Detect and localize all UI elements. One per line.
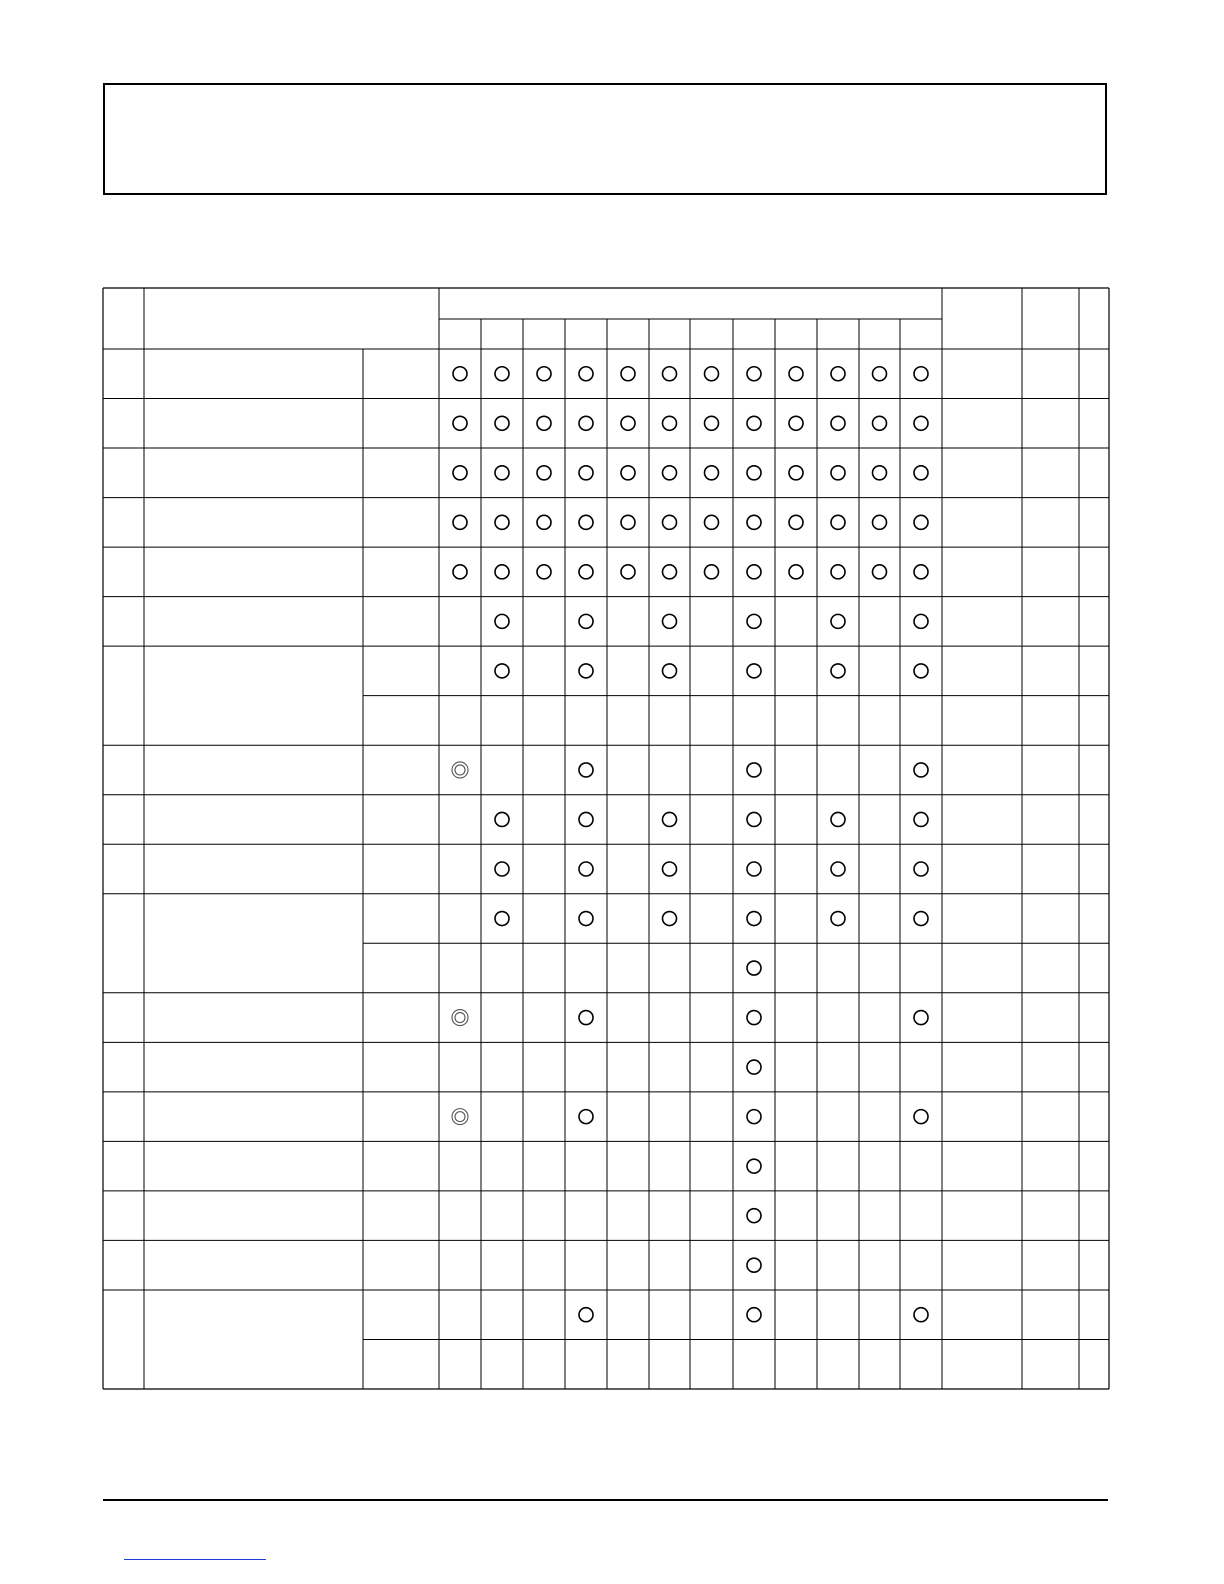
circle-icon (579, 1110, 593, 1124)
circle-icon (579, 565, 593, 579)
circle-icon (579, 912, 593, 926)
circle-icon (453, 416, 467, 430)
circle-icon (747, 367, 761, 381)
circle-icon (663, 367, 677, 381)
circle-icon (495, 614, 509, 628)
circle-icon (705, 416, 719, 430)
circle-icon (914, 1011, 928, 1025)
circle-icon (914, 367, 928, 381)
circle-icon (873, 367, 887, 381)
circle-icon (663, 466, 677, 480)
footer-link[interactable] (124, 1559, 266, 1560)
circle-icon (747, 1060, 761, 1074)
double-circle-icon (452, 762, 468, 778)
circle-icon (579, 466, 593, 480)
footer-rule (103, 1499, 1108, 1501)
circle-icon (579, 812, 593, 826)
circle-icon (663, 812, 677, 826)
circle-icon (747, 416, 761, 430)
circle-icon (873, 565, 887, 579)
circle-icon (747, 1258, 761, 1272)
circle-icon (579, 1308, 593, 1322)
circle-icon (831, 515, 845, 529)
circle-icon (789, 416, 803, 430)
circle-icon (495, 416, 509, 430)
circle-icon (537, 466, 551, 480)
circle-icon (747, 515, 761, 529)
circle-icon (495, 515, 509, 529)
circle-icon (747, 565, 761, 579)
circle-icon (914, 466, 928, 480)
circle-icon (914, 515, 928, 529)
circle-icon (495, 664, 509, 678)
circle-icon (495, 565, 509, 579)
circle-icon (831, 367, 845, 381)
circle-icon (705, 466, 719, 480)
circle-icon (537, 416, 551, 430)
circle-icon (747, 1011, 761, 1025)
circle-icon (789, 367, 803, 381)
circle-icon (663, 912, 677, 926)
circle-icon (579, 763, 593, 777)
double-circle-icon (452, 1010, 468, 1026)
circle-icon (747, 664, 761, 678)
circle-icon (453, 515, 467, 529)
circle-icon (747, 812, 761, 826)
circle-icon (663, 862, 677, 876)
circle-icon (579, 515, 593, 529)
circle-icon (914, 614, 928, 628)
circle-icon (705, 515, 719, 529)
circle-icon (495, 367, 509, 381)
circle-icon (914, 1308, 928, 1322)
double-circle-icon (452, 1109, 468, 1125)
circle-icon (747, 912, 761, 926)
circle-icon (579, 1011, 593, 1025)
circle-icon (831, 812, 845, 826)
circle-icon (914, 862, 928, 876)
circle-icon (495, 812, 509, 826)
circle-icon (831, 664, 845, 678)
circle-icon (873, 416, 887, 430)
circle-icon (663, 664, 677, 678)
circle-icon (914, 416, 928, 430)
circle-icon (495, 912, 509, 926)
circle-icon (537, 565, 551, 579)
circle-icon (579, 367, 593, 381)
circle-icon (663, 416, 677, 430)
circle-icon (873, 466, 887, 480)
circle-icon (621, 466, 635, 480)
circle-icon (914, 565, 928, 579)
circle-icon (579, 862, 593, 876)
circle-icon (789, 466, 803, 480)
circle-icon (914, 1110, 928, 1124)
circle-icon (789, 515, 803, 529)
circle-icon (663, 515, 677, 529)
circle-icon (831, 565, 845, 579)
circle-icon (914, 912, 928, 926)
circle-icon (537, 515, 551, 529)
circle-icon (747, 1110, 761, 1124)
circle-icon (914, 763, 928, 777)
circle-icon (914, 664, 928, 678)
circle-icon (621, 565, 635, 579)
circle-icon (747, 1209, 761, 1223)
circle-icon (579, 416, 593, 430)
circle-icon (453, 466, 467, 480)
circle-icon (537, 367, 551, 381)
circle-icon (495, 862, 509, 876)
circle-icon (663, 565, 677, 579)
circle-icon (621, 416, 635, 430)
circle-icon (831, 912, 845, 926)
circle-icon (579, 614, 593, 628)
circle-icon (663, 614, 677, 628)
circle-icon (495, 466, 509, 480)
circle-icon (914, 812, 928, 826)
circle-icon (579, 664, 593, 678)
circle-icon (789, 565, 803, 579)
circle-icon (831, 614, 845, 628)
circle-icon (747, 1308, 761, 1322)
circle-icon (747, 1159, 761, 1173)
circle-icon (705, 367, 719, 381)
circle-icon (621, 515, 635, 529)
circle-icon (831, 416, 845, 430)
circle-icon (747, 961, 761, 975)
circle-icon (831, 466, 845, 480)
circle-icon (747, 614, 761, 628)
circle-icon (873, 515, 887, 529)
circle-icon (453, 565, 467, 579)
circle-icon (747, 862, 761, 876)
circle-icon (747, 763, 761, 777)
circle-icon (705, 565, 719, 579)
circle-icon (831, 862, 845, 876)
circle-icon (621, 367, 635, 381)
circle-icon (453, 367, 467, 381)
circle-icon (747, 466, 761, 480)
